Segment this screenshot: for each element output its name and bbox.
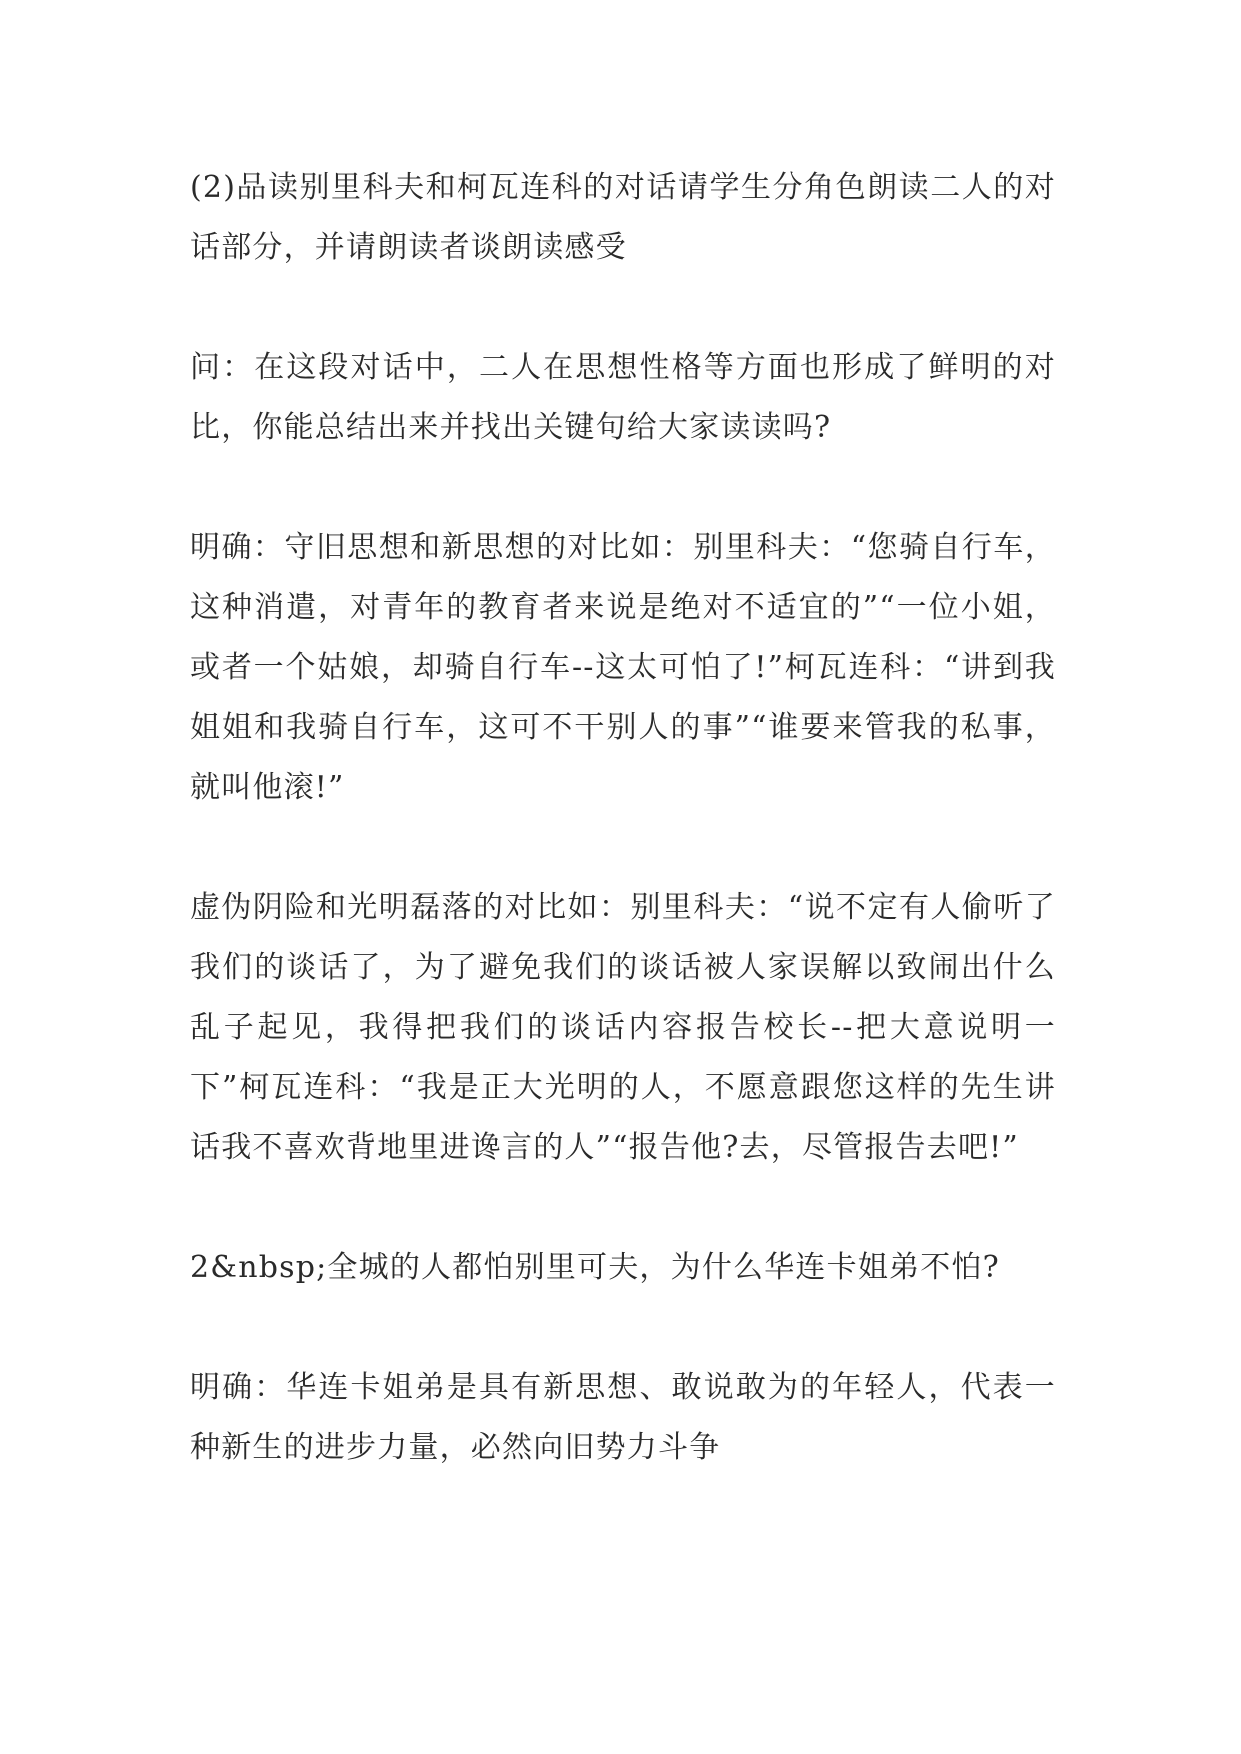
paragraph-question: 问：在这段对话中，二人在思想性格等方面也形成了鲜明的对比，你能总结出来并找出关键句给大家读读吗? (190, 350, 1056, 445)
paragraph-answer-2: 明确：华连卡姐弟是具有新思想、敢说敢为的年轻人，代表一种新生的进步力量，必然向旧势力斗争 (190, 1370, 1056, 1465)
paragraph-question-2: 2&nbsp;全城的人都怕别里可夫，为什么华连卡姐弟不怕? (190, 1250, 1000, 1285)
paragraph-answer-contrast-2: 虚伪阴险和光明磊落的对比如：别里科夫：“说不定有人偷听了我们的谈话了，为了避免我们的谈话被人家误解以致闹出什么乱子起见，我得把我们的谈话内容报告校长--把大意说明一下”柯瓦连科：“我是正大光明的人，不愿意跟您这样的先生讲话我不喜欢背地里进谗言的人”“报告他?去，尽管报告去吧!” (190, 890, 1056, 1165)
document-body (190, 158, 1056, 1538)
paragraph-answer-contrast-1: 明确：守旧思想和新思想的对比如：别里科夫：“您骑自行车，这种消遣，对青年的教育者来说是绝对不适宜的”“一位小姐，或者一个姑娘，却骑自行车--这太可怕了!”柯瓦连科：“讲到我姐姐和我骑自行车，这可不干别人的事”“谁要来管我的私事，就叫他滚!” (190, 530, 1056, 805)
paragraph-reading-task: (2)品读别里科夫和柯瓦连科的对话请学生分角色朗读二人的对话部分，并请朗读者谈朗读感受 (190, 170, 1056, 265)
